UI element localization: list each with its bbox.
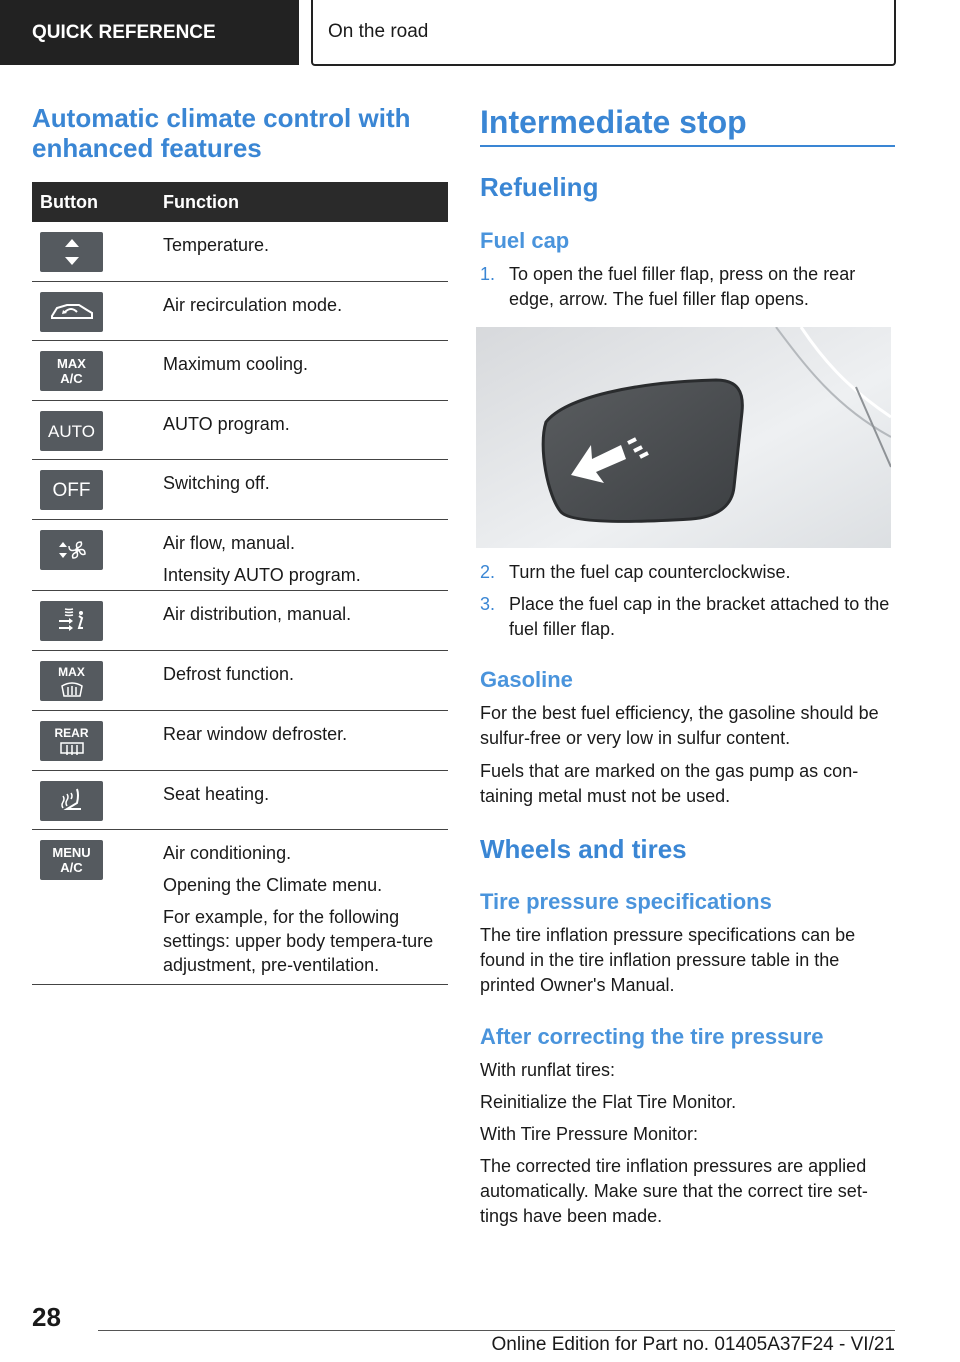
row-text: Maximum cooling. xyxy=(163,354,309,374)
row-text: Switching off. xyxy=(163,473,270,493)
climate-title: Automatic climate control with enhanced features xyxy=(32,103,411,163)
heading-refueling: Refueling xyxy=(480,172,599,202)
table-row xyxy=(32,222,448,282)
step-number: 1. xyxy=(480,264,496,284)
table-row xyxy=(32,711,448,771)
auto-label: AUTO xyxy=(48,421,95,441)
max-defrost-label: MAX xyxy=(58,664,85,679)
max-ac-label: MAX A/C xyxy=(57,356,86,386)
section-heading-intermediate-stop: Intermediate stop xyxy=(480,104,747,140)
air-distribution-icon xyxy=(40,601,103,641)
table-row xyxy=(32,401,448,460)
col-button-header: Button xyxy=(40,191,98,212)
table-row xyxy=(32,460,448,520)
section-tab: QUICK REFERENCE xyxy=(0,0,299,65)
footer-edition: Online Edition for Part no. 01405A37F24 - VI/21 xyxy=(491,1334,895,1355)
after-paragraph-3: With Tire Pressure Monitor: xyxy=(480,1124,699,1144)
auto-icon xyxy=(40,411,103,451)
step-2 xyxy=(480,560,895,585)
after-paragraph-1: With runflat tires: xyxy=(480,1060,616,1080)
chapter-tab: On the road xyxy=(311,0,896,66)
table-header xyxy=(32,182,448,222)
menu-ac-label: MENU A/C xyxy=(52,845,91,875)
after-paragraph-2: Reinitialize the Flat Tire Monitor. xyxy=(480,1092,737,1112)
row-text: Air conditioning. xyxy=(163,843,292,863)
col-function-header: Function xyxy=(163,191,239,212)
table-row xyxy=(32,520,448,591)
footer-rule xyxy=(98,1330,895,1331)
temperature-arrows-icon xyxy=(40,232,103,272)
step-number: 3. xyxy=(480,594,496,614)
row-text: Air flow, manual. xyxy=(163,533,296,553)
fan-icon xyxy=(40,530,103,570)
row-text: Rear window defroster. xyxy=(163,724,348,744)
table-row xyxy=(32,341,448,401)
gasoline-paragraph-1: For the best fuel efficiency, the gasoline should be sulfur-free or very low in sulfur content. xyxy=(480,703,879,748)
heading-after-correcting: After correcting the tire pressure xyxy=(480,1024,824,1049)
off-label: OFF xyxy=(52,479,91,501)
fuel-filler-flap-photo xyxy=(476,327,891,548)
page-number: 28 xyxy=(32,1302,61,1332)
heading-gasoline: Gasoline xyxy=(480,667,573,692)
step-1 xyxy=(480,262,895,312)
row-text: Intensity AUTO program. xyxy=(163,565,361,585)
after-paragraph-4: The corrected tire inflation pressures are applied automatically. Make sure that the correct tire set-tings have been made. xyxy=(480,1156,868,1226)
recirculation-icon xyxy=(40,292,103,332)
table-row xyxy=(32,282,448,341)
off-icon xyxy=(40,470,103,510)
step-number: 2. xyxy=(480,562,496,582)
heading-wheels-and-tires: Wheels and tires xyxy=(480,834,687,864)
row-text: Air distribution, manual. xyxy=(163,604,352,624)
row-text: AUTO program. xyxy=(163,414,290,434)
tire-pressure-paragraph: The tire inflation pressure specifications can be found in the tire inflation pressure table in the printed Owner's Manual. xyxy=(480,925,856,995)
heading-fuel-cap: Fuel cap xyxy=(480,228,570,253)
heading-tire-pressure-specifications: Tire pressure specifications xyxy=(480,889,772,914)
row-text: For example, for the following settings: upper body tempera-ture adjustment, pre-ventilation. xyxy=(163,907,434,975)
menu-ac-icon xyxy=(40,840,103,880)
rear-defrost-label: REAR xyxy=(54,725,89,740)
table-row xyxy=(32,591,448,651)
max-ac-icon xyxy=(40,351,103,391)
row-text: Seat heating. xyxy=(163,784,270,804)
seat-heating-icon xyxy=(40,781,103,821)
table-row xyxy=(32,771,448,830)
climate-button-table xyxy=(32,182,448,985)
step-text: To open the fuel filler flap, press on the rear edge, arrow. The fuel filler flap opens. xyxy=(509,264,856,309)
row-text: Defrost function. xyxy=(163,664,295,684)
row-text: Opening the Climate menu. xyxy=(163,875,383,895)
gasoline-paragraph-2: Fuels that are marked on the gas pump as con-taining metal must not be used. xyxy=(480,761,859,806)
max-defrost-icon xyxy=(40,661,103,701)
rear-defrost-icon xyxy=(40,721,103,761)
row-text: Temperature. xyxy=(163,235,270,255)
row-text: Air recirculation mode. xyxy=(163,295,343,315)
step-3 xyxy=(480,592,895,642)
heading-rule xyxy=(480,145,895,147)
table-row xyxy=(32,830,448,985)
table-row xyxy=(32,651,448,711)
step-text: Turn the fuel cap counterclockwise. xyxy=(509,562,791,582)
step-text: Place the fuel cap in the bracket attached to the fuel filler flap. xyxy=(509,594,890,639)
